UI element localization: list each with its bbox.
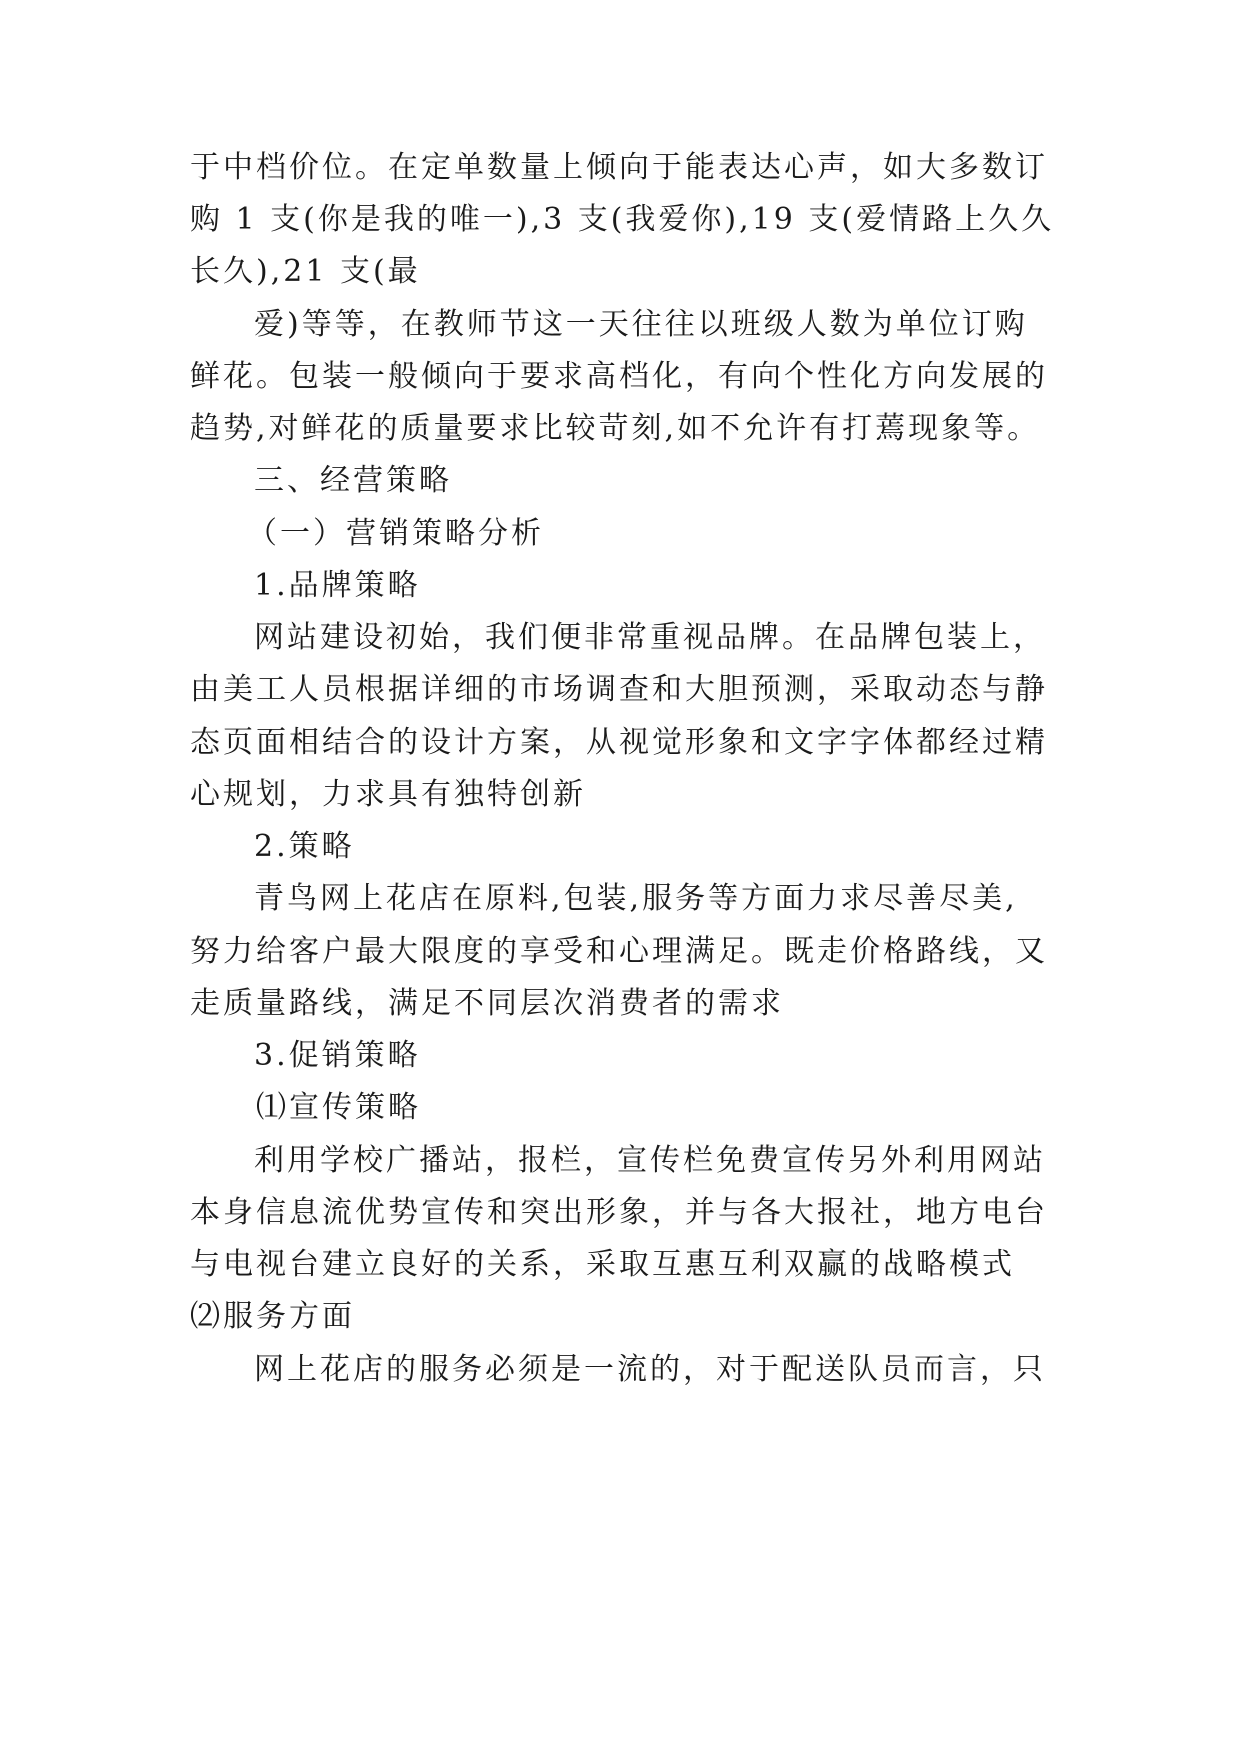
- sub-item-heading: ⑴宣传策略: [256, 1090, 421, 1125]
- paragraph-line: 态页面相结合的设计方案，从视觉形象和文字字体都经过精: [190, 725, 1048, 760]
- subsection-heading: （一）营销策略分析: [247, 516, 544, 551]
- item-heading: 1.品牌策略: [254, 568, 421, 603]
- paragraph-line: 努力给客户最大限度的享受和心理满足。既走价格路线，又: [190, 934, 1048, 969]
- paragraph-line: 由美工人员根据详细的市场调查和大胆预测，采取动态与静: [190, 672, 1048, 707]
- paragraph-line: 走质量路线，满足不同层次消费者的需求: [190, 986, 784, 1021]
- paragraph-line: 长久),21 支(最: [190, 254, 421, 289]
- paragraph-line: 趋势,对鲜花的质量要求比较苛刻,如不允许有打蔫现象等。: [190, 411, 1041, 446]
- paragraph-line: 网站建设初始，我们便非常重视品牌。在品牌包装上，: [254, 620, 1046, 655]
- paragraph-line: 于中档价位。在定单数量上倾向于能表达心声，如大多数订: [190, 150, 1048, 185]
- paragraph-line: 爱)等等，在教师节这一天往往以班级人数为单位订购: [254, 307, 1028, 342]
- paragraph-line: 购 1 支(你是我的唯一),3 支(我爱你),19 支(爱情路上久久: [190, 202, 1055, 237]
- paragraph-line: 心规划，力求具有独特创新: [190, 777, 586, 812]
- paragraph-line: 与电视台建立良好的关系，采取互惠互利双赢的战略模式: [190, 1247, 1015, 1282]
- paragraph-line: 青鸟网上花店在原料,包装,服务等方面力求尽善尽美,: [254, 881, 1018, 916]
- item-heading: 3.促销策略: [254, 1038, 421, 1073]
- paragraph-line: 本身信息流优势宣传和突出形象，并与各大报社，地方电台: [190, 1195, 1048, 1230]
- paragraph-line: 利用学校广播站，报栏，宣传栏免费宣传另外利用网站: [254, 1143, 1046, 1178]
- item-heading: 2.策略: [254, 829, 355, 864]
- paragraph-line: 网上花店的服务必须是一流的，对于配送队员而言，只: [254, 1352, 1046, 1387]
- section-heading: 三、经营策略: [254, 463, 452, 498]
- sub-item-heading: ⑵服务方面: [190, 1299, 355, 1334]
- paragraph-line: 鲜花。包装一般倾向于要求高档化，有向个性化方向发展的: [190, 359, 1048, 394]
